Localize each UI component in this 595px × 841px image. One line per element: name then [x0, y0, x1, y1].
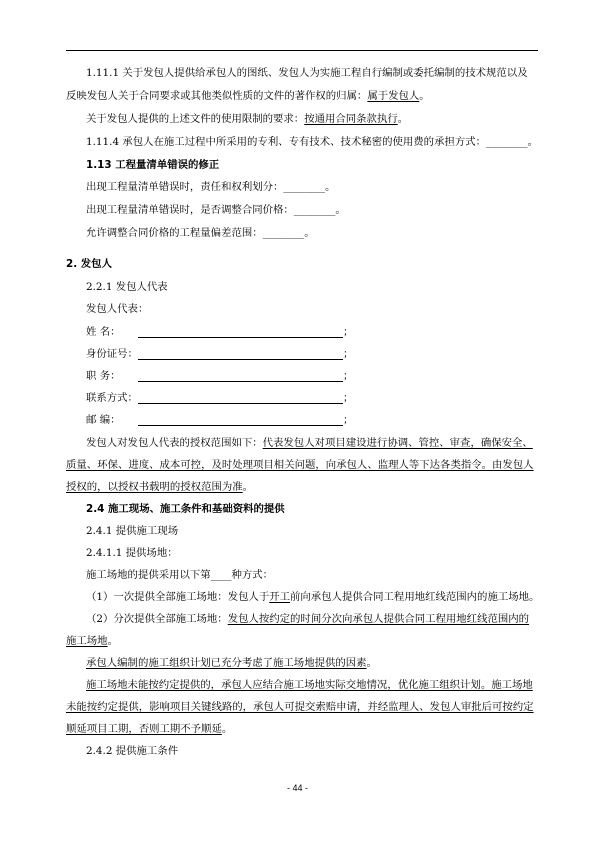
field-position-label: 职 务：	[86, 370, 121, 382]
clause-1-11-1-line2: 反映发包人关于合同要求或其他类似性质的文件的著作权的归属：属于发包人。	[66, 90, 430, 102]
clause-1-11-4: 1.11.4 承包人在施工过程中所采用的专利、专有技术、技术秘密的使用费的承担方式：________。	[86, 136, 538, 148]
section-2-4-1-1: 2.4.1.1 提供场地：	[86, 547, 178, 559]
heading-2-employer: 2. 发包人	[66, 258, 112, 270]
field-id-semicolon: ；	[343, 348, 354, 360]
section-2-2-1: 2.2.1 发包人代表	[86, 281, 168, 293]
option-2-line2: 施工场地。	[66, 635, 118, 647]
header-rule	[66, 50, 538, 51]
authorization-line3: 授权的，以授权书载明的授权范围为准。	[66, 481, 254, 493]
heading-2-4: 2.4 施工现场、施工条件和基础资料的提供	[86, 503, 285, 515]
field-contact-line	[138, 403, 343, 404]
option-1: （1）一次提供全部施工场地：发包人于开工前向承包人提供合同工程用地红线范围内的施工场地。	[86, 591, 540, 603]
bq-error-price-adjust: 出现工程量清单错误时，是否调整合同价格：________。	[86, 204, 346, 216]
field-name-line	[138, 337, 343, 338]
field-id-line	[138, 359, 343, 360]
field-position-line	[138, 381, 343, 382]
copyright-owner: 属于发包人	[367, 90, 420, 102]
field-contact-label: 联系方式：	[86, 392, 138, 404]
field-postcode-label: 邮 编：	[86, 414, 121, 426]
field-postcode-semicolon: ；	[343, 414, 354, 426]
authorization-line2: 质量、环保、进度、成本可控，及时处理项目相关问题，向承包人、监理人等下达各类指令。由发包人	[66, 459, 534, 471]
field-name-label: 姓 名：	[86, 326, 121, 338]
field-contact-semicolon: ；	[343, 392, 354, 404]
option-2-line1: （2）分次提供全部施工场地：发包人按约定的时间分次向承包人提供合同工程用地红线范围内的	[86, 613, 530, 625]
clause-1-11-1-line1: 1.11.1 关于发包人提供给承包人的图纸、发包人为实施工程自行编制或委托编制的技术规范以及	[86, 67, 528, 79]
usage-restriction-value: 按通用合同条款执行	[304, 113, 398, 125]
site-delay-line2: 未能按约定提供，影响项目关键线路的，承包人可提交索赔申请，并经监理人、发包人审批后可按约定	[66, 701, 534, 713]
field-position-semicolon: ；	[343, 370, 354, 382]
field-name-semicolon: ；	[343, 326, 354, 338]
heading-1-13: 1.13 工程量清单错误的修正	[86, 159, 220, 171]
field-postcode-line	[138, 425, 343, 426]
bq-error-liability: 出现工程量清单错误时，责任和权利划分：________。	[86, 181, 336, 193]
section-2-4-2: 2.4.2 提供施工条件	[86, 745, 179, 757]
site-planning-note: 承包人编制的施工组织计划已充分考虑了施工场地提供的因素。	[86, 657, 377, 669]
site-delay-line3: 顺延项目工期，否则工期不予顺延。	[66, 723, 233, 735]
section-2-4-1: 2.4.1 提供施工现场	[86, 525, 179, 537]
field-id-label: 身份证号：	[86, 348, 138, 360]
authorization-line1: 发包人对发包人代表的授权范围如下：代表发包人对项目建设进行协调、管控、审查，确保安全、	[86, 437, 533, 449]
site-mode: 施工场地的提供采用以下第____种方式：	[86, 569, 274, 581]
site-delay-line1: 施工场地未能按约定提供的，承包人应结合施工场地实际交地情况，优化施工组织计划。施工场地	[86, 679, 533, 691]
page-number: - 44 -	[286, 783, 308, 793]
bq-deviation-range: 允许调整合同价格的工程量偏差范围：________。	[86, 227, 315, 239]
rep-intro: 发包人代表：	[86, 303, 149, 315]
usage-restriction: 关于发包人提供的上述文件的使用限制的要求：按通用合同条款执行。	[86, 113, 409, 125]
